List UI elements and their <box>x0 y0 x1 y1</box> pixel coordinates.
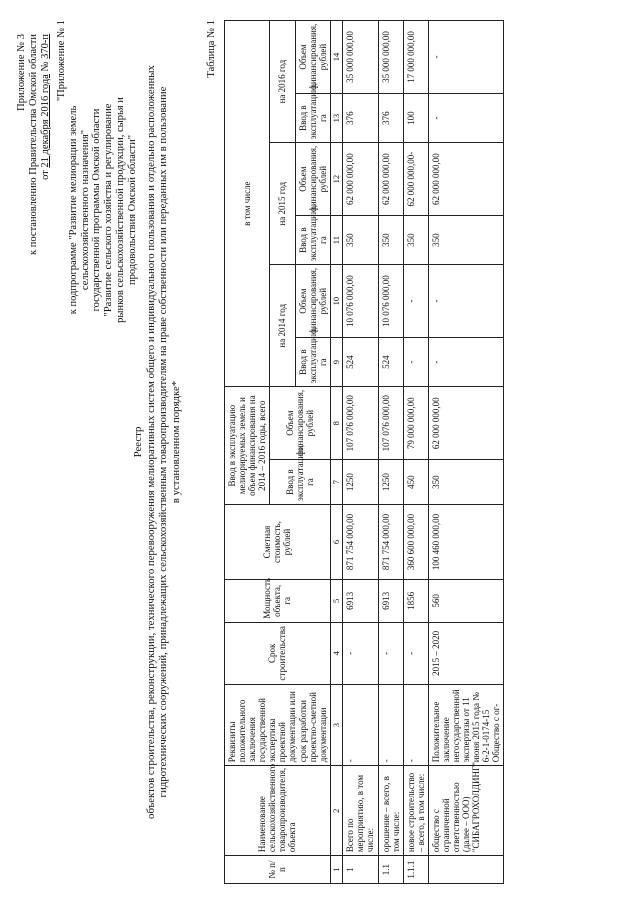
prilozh-line1: "Приложение № 1 <box>56 20 67 102</box>
prilozh-line4: государственной программы Омской области <box>91 108 103 312</box>
prilozhenie-block <box>56 20 138 400</box>
table-cell-power: 6913 <box>378 579 403 622</box>
table-cell-in_ha: 1250 <box>343 460 378 505</box>
colnum: 1 <box>330 856 343 884</box>
table-cell-h16: 376 <box>343 93 378 142</box>
table-row <box>343 21 378 884</box>
col-header-vtomchisle: в том числе <box>225 21 270 387</box>
col-header-req: Реквизиты положительного заключения государственной экспертизы проектной документации или срок разработки проектно-сметной документации <box>225 684 331 765</box>
table-cell-cost: 100 460 000,00 <box>428 505 504 580</box>
prilozh-line7: продовольствия Омской области" <box>126 134 138 286</box>
table-cell-n <box>428 856 504 884</box>
table-cell-in_rub: 107 076 000,00 <box>378 387 403 460</box>
table-cell-power: 6913 <box>343 579 378 622</box>
table-cell-h14: - <box>428 338 504 387</box>
appendix-header <box>16 34 51 255</box>
table-cell-h15: 350 <box>378 216 403 265</box>
table-cell-name: Всего по мероприятию, в том числе: <box>343 766 378 856</box>
table-cell-h16: 100 <box>403 93 428 142</box>
table-cell-h14: - <box>403 338 428 387</box>
title-line1: объектов строительства, реконструкции, технического перевооружения мелиоративных систем общего и индивидуального пользования и отдельно расположенных <box>144 65 157 819</box>
col-header-2015: на 2015 год <box>270 143 295 265</box>
col-header-n: № п/п <box>225 856 331 884</box>
table-cell-term: - <box>343 622 378 684</box>
title-word: Реестр <box>132 426 144 458</box>
prilozh-line2: к подпрограмме "Развитие мелиорации земель <box>67 105 79 315</box>
colnum: 11 <box>330 216 343 265</box>
table-cell-in_ha: 450 <box>403 460 428 505</box>
col-header-in-ha: Ввод в эксплуатацию, га <box>270 460 330 505</box>
colnum: 3 <box>330 684 343 765</box>
header-row-1 <box>225 21 270 884</box>
table-cell-r14: 10 076 000,00 <box>378 265 403 338</box>
table-cell-in_ha: 350 <box>428 460 504 505</box>
appendix-date: 21 декабря 2016 года <box>39 74 51 168</box>
table-cell-term: 2015 – 2020 <box>428 622 504 684</box>
colnum: 13 <box>330 93 343 142</box>
col-header-r15: Объем финансирования, рублей <box>295 143 330 216</box>
prilozh-line6: рынков сельскохозяйственной продукции, сырья и <box>114 97 126 323</box>
table-cell-r16: - <box>428 21 504 94</box>
appendix-no-label: № <box>39 61 51 72</box>
table-cell-h15: 350 <box>343 216 378 265</box>
col-header-r16: Объем финансирования, рублей <box>295 21 330 94</box>
table-cell-term: - <box>378 622 403 684</box>
table-cell-n: 1 <box>343 856 378 884</box>
table-cell-h15: 350 <box>428 216 504 265</box>
table-cell-in_rub: 79 000 000,00 <box>403 387 428 460</box>
table-number: Таблица № 1 <box>206 20 217 78</box>
colnum: 12 <box>330 143 343 216</box>
table-cell-name: общество с ограниченной ответственностью (далее – ООО) "СИБАГРОХОЛДИНГ" <box>428 766 504 856</box>
appendix-line1: Приложение № 3 <box>16 34 27 111</box>
appendix-ot: от <box>39 170 51 180</box>
table-cell-r14: 10 076 000,00 <box>343 265 378 338</box>
appendix-no: 370-п <box>39 34 51 59</box>
table-cell-h16: 376 <box>378 93 403 142</box>
table-cell-in_rub: 62 000 000,00 <box>428 387 504 460</box>
col-header-name: Наименование сельскохозяйственного товаропроизводителя, объекта <box>225 766 331 856</box>
col-header-term: Срок строительства <box>225 622 331 684</box>
col-header-h16: Ввод в эксплуатацию, га <box>295 93 330 142</box>
table-cell-h15: 350 <box>403 216 428 265</box>
table-cell-r16: 17 000 000,00 <box>403 21 428 94</box>
col-header-in-rub: Объем финансирования, рублей <box>270 387 330 460</box>
table-cell-n: 1.1.1 <box>403 856 428 884</box>
col-header-r14: Объем финансирования, рублей <box>295 265 330 338</box>
table-cell-r16: 35 000 000,00 <box>343 21 378 94</box>
table-cell-req: - <box>403 684 428 765</box>
table-cell-req: - <box>343 684 378 765</box>
prilozh-line3: сельскохозяйственного назначения" <box>79 129 91 291</box>
table-cell-r16: 35 000 000,00 <box>378 21 403 94</box>
table-row <box>403 21 428 884</box>
col-header-h14: Ввод в эксплуатацию, га <box>295 338 330 387</box>
col-header-power: Мощность объекта, га <box>225 579 331 622</box>
colnum: 2 <box>330 766 343 856</box>
table-cell-h14: 524 <box>343 338 378 387</box>
table-cell-name: новое строительство – всего, в том числе: <box>403 766 428 856</box>
appendix-line2: к постановлению Правительства Омской области <box>27 34 39 255</box>
table-cell-r15: 62 000 000,00 <box>343 143 378 216</box>
table-cell-r14: - <box>403 265 428 338</box>
registry-table <box>224 20 504 884</box>
colnum: 4 <box>330 622 343 684</box>
table-cell-cost: 360 600 000,00 <box>403 505 428 580</box>
colnum: 14 <box>330 21 343 94</box>
title-line2: гидротехнических сооружений, принадлежащих сельскохозяйственным товаропроизводителям на праве собственности или переданных им в пользование <box>157 86 170 798</box>
table-cell-term: - <box>403 622 428 684</box>
table-cell-req: - <box>378 684 403 765</box>
col-header-h15: Ввод в эксплуатацию, га <box>295 216 330 265</box>
prilozh-line5: "Развитие сельского хозяйства и регулирование <box>103 103 114 317</box>
appendix-line3 <box>40 34 52 255</box>
column-numbers-row <box>330 21 343 884</box>
table-cell-r15: 62 000 000,00 <box>378 143 403 216</box>
table-cell-h14: 524 <box>378 338 403 387</box>
table-row <box>428 21 504 884</box>
table-cell-cost: 871 754 000,00 <box>343 505 378 580</box>
col-header-cost: Сметная стоимость, рублей <box>225 505 331 580</box>
colnum: 10 <box>330 265 343 338</box>
colnum: 6 <box>330 505 343 580</box>
table-cell-power: 560 <box>428 579 504 622</box>
table-cell-req: Положительное заключение негосударственной экспертизы от 11 июня 2015 года № 6-2-1-0174-15 Общество с ог- <box>428 684 504 765</box>
table-cell-cost: 871 754 000,00 <box>378 505 403 580</box>
table-cell-h16: - <box>428 93 504 142</box>
rotated-sheet <box>10 12 632 892</box>
colnum: 8 <box>330 387 343 460</box>
table-row <box>378 21 403 884</box>
col-header-2014: на 2014 год <box>270 265 295 387</box>
table-cell-name: орошение – всего, в том числе: <box>378 766 403 856</box>
table-cell-r15: 62 000 000,00 <box>428 143 504 216</box>
colnum: 7 <box>330 460 343 505</box>
title-line3: в установленном порядке* <box>170 380 183 504</box>
table-cell-r14: - <box>428 265 504 338</box>
colnum: 5 <box>330 579 343 622</box>
table-cell-n: 1.1 <box>378 856 403 884</box>
colnum: 9 <box>330 338 343 387</box>
table-cell-in_ha: 1250 <box>378 460 403 505</box>
table-cell-power: 1856 <box>403 579 428 622</box>
table-cell-r15: 62 000 000,00- <box>403 143 428 216</box>
table-cell-in_rub: 107 076 000,00 <box>343 387 378 460</box>
col-header-2016: на 2016 год <box>270 21 295 143</box>
col-header-total: Ввод в эксплуатацию мелиорируемых земель и объем финансирования на 2014 – 2016 годы, всего <box>225 387 270 505</box>
